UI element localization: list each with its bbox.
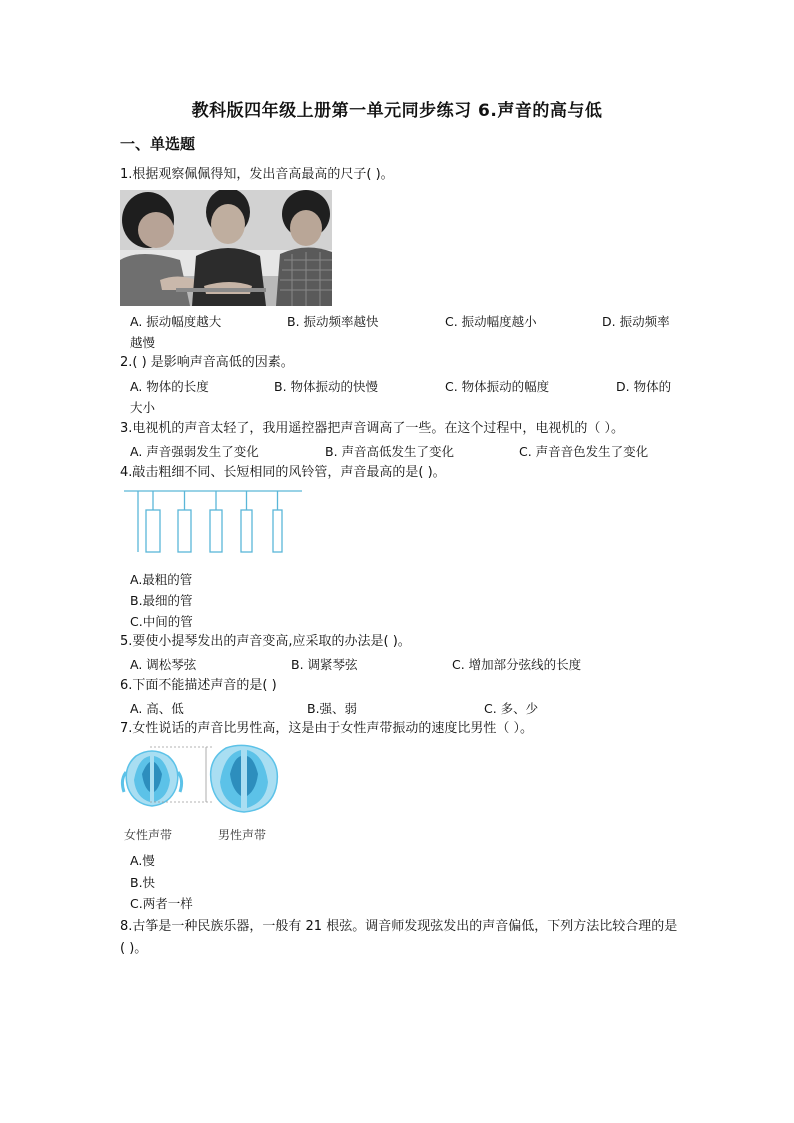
wind-chime-figure	[124, 488, 304, 556]
q1-option-a: A. 振动幅度越大	[130, 314, 222, 329]
q4-option-a: A.最粗的管	[130, 572, 193, 587]
question-2-stem: 2.( ) 是影响声音高低的因素。	[120, 355, 294, 370]
q4-option-c: C.中间的管	[130, 614, 193, 629]
question-4-stem: 4.敲击粗细不同、长短相同的风铃管，声音最高的是( )。	[120, 465, 446, 480]
female-vocal-cord-label: 女性声带	[124, 828, 173, 842]
question-7-stem: 7.女性说话的声音比男性高，这是由于女性声带振动的速度比男性（ ）。	[120, 721, 534, 736]
q1-option-d: D. 振动频率	[602, 314, 670, 329]
question-3-stem: 3.电视机的声音太轻了，我用遥控器把声音调高了一些。在这个过程中，电视机的（ ）。	[120, 421, 625, 436]
q6-option-b: B.强、弱	[307, 701, 358, 716]
q3-option-c: C. 声音音色发生了变化	[519, 444, 649, 459]
q2-option-d: D. 物体的	[616, 379, 672, 394]
q6-option-a: A. 高、低	[130, 701, 184, 716]
section-heading: 一、单选题	[120, 135, 196, 153]
q1-option-c: C. 振动幅度越小	[445, 314, 537, 329]
q7-option-a: A.慢	[130, 853, 155, 868]
q6-option-c: C. 多、少	[484, 701, 539, 716]
students-photo	[120, 190, 332, 306]
q5-option-b: B. 调紧琴弦	[291, 657, 358, 672]
question-5-stem: 5.要使小提琴发出的声音变高,应采取的办法是( )。	[120, 634, 411, 649]
q2-option-d-continuation: 大小	[130, 400, 156, 415]
question-8-stem: 8.古筝是一种民族乐器，一般有 21 根弦。调音师发现弦发出的声音偏低，下列方法比较合理的是( )。	[120, 919, 678, 956]
q2-option-c: C. 物体振动的幅度	[445, 379, 550, 394]
vocal-cords-figure	[120, 744, 284, 816]
q2-option-b: B. 物体振动的快慢	[274, 379, 379, 394]
question-6-stem: 6.下面不能描述声音的是( )	[120, 678, 277, 693]
q5-option-a: A. 调松琴弦	[130, 657, 197, 672]
male-vocal-cord-label: 男性声带	[218, 828, 267, 842]
q2-option-a: A. 物体的长度	[130, 379, 209, 394]
q1-option-d-continuation: 越慢	[130, 335, 156, 350]
page-title: 教科版四年级上册第一单元同步练习 6.声音的高与低	[191, 101, 603, 121]
q1-option-b: B. 振动频率越快	[287, 314, 379, 329]
q3-option-b: B. 声音高低发生了变化	[325, 444, 455, 459]
q4-option-b: B.最细的管	[130, 593, 193, 608]
q7-option-b: B.快	[130, 875, 156, 890]
question-1-stem: 1.根据观察佩佩得知，发出音高最高的尺子( )。	[120, 167, 394, 182]
q3-option-a: A. 声音强弱发生了变化	[130, 444, 259, 459]
q7-option-c: C.两者一样	[130, 896, 193, 911]
q5-option-c: C. 增加部分弦线的长度	[452, 657, 582, 672]
